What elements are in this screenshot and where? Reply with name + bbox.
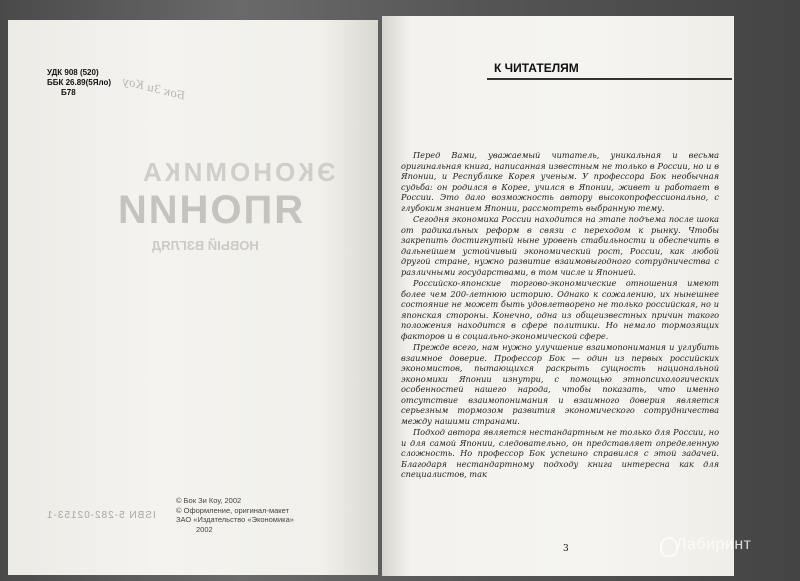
udk-code: УДК 908 (520): [47, 68, 99, 77]
copyright-block: [176, 496, 294, 534]
paragraph: Российско-японские торгово-экономические отношения имеют более чем 200-летнюю историю. Однако к сожалению, их нынешнее состояние не может быть удовлетворено не только российская, но и японская стороны. Конечно, одна из общеизвестных причин такого положения находится в сфере политики. Но немало тормозящих факторов и в социально-экономической сфере.: [401, 278, 719, 341]
copyright-line: © Оформление, оригинал-макет: [176, 505, 290, 515]
preface-text: [401, 150, 719, 545]
mirrored-title: ЯПОНИИ: [116, 188, 303, 232]
paragraph: Подход автора является нестандартным не только для России, но и для самой Японии, следовательно, он представляет определенную сложность. Но профессор Бок успешно справился с этой задачей. Благодаря нестандартному подходу книга интересна как для специалистов, так: [401, 427, 719, 479]
paragraph: Прежде всего, нам нужно улучшение взаимопонимания и углубить взаимное доверие. Профессор Бок — один из первых российских экономистов, пытающихся раскрыть сущность национальной экономики Японии изнутри, с помощью этнопсихологических особенностей нашего народа, чтобы показать, что именно отсутствие взаимопонимания и взаимного доверия является серьезным тормозом развития экономического сотрудничества между нашими странами.: [401, 342, 719, 426]
copyright-line: ЗАО «Издательство «Экономика»: [176, 515, 294, 524]
paragraph: Перед Вами, уважаемый читатель, уникальная и весьма оригинальная книга, написанная известным не только в России, но и в Японии, и Республике Корея ученым. У профессора Бок необычная судьба: он родился в Корее, учился в Японии, живет и работает в России. Это дало возможность автору высокопрофессионально, с глубоким знанием Японии, рассмотреть выбранную тему.: [401, 150, 719, 213]
paragraph: Сегодня экономика России находится на этапе подъема после шока от радикальных реформ в связи с переходом к рынку. Чтобы закрепить достигнутый ныне уровень стабильности и обеспечить в дальнейшем устойчивый экономический рост, России, как любой другой стране, нужно развитие взаимовыгодного сотрудничества с различными государствами, в том числе и Японией.: [401, 214, 719, 277]
section-title: К ЧИТАТЕЛЯМ: [494, 61, 579, 75]
author-cipher: Б78: [61, 88, 76, 97]
copyright-line: © Бок Зи Коу, 2002: [176, 496, 242, 505]
header-rule: [487, 78, 732, 80]
udk-block: [47, 68, 111, 98]
mirrored-isbn: ISBN 5-282-02153-1: [46, 510, 156, 521]
top-strip: [400, 0, 490, 10]
watermark-logo: Лабиринт: [676, 536, 752, 553]
left-page: [8, 20, 378, 575]
page-number: 3: [563, 544, 569, 554]
bbk-code: ББК 26.89(5Яло): [47, 78, 112, 87]
mirrored-series: ЭКОНОМИКА: [140, 157, 336, 187]
mirrored-author: Бок Зи Коу: [121, 74, 187, 103]
copyright-line: 2002: [196, 524, 213, 534]
mirrored-subtitle: НОВЫЙ ВЗГЛЯД: [152, 238, 259, 253]
